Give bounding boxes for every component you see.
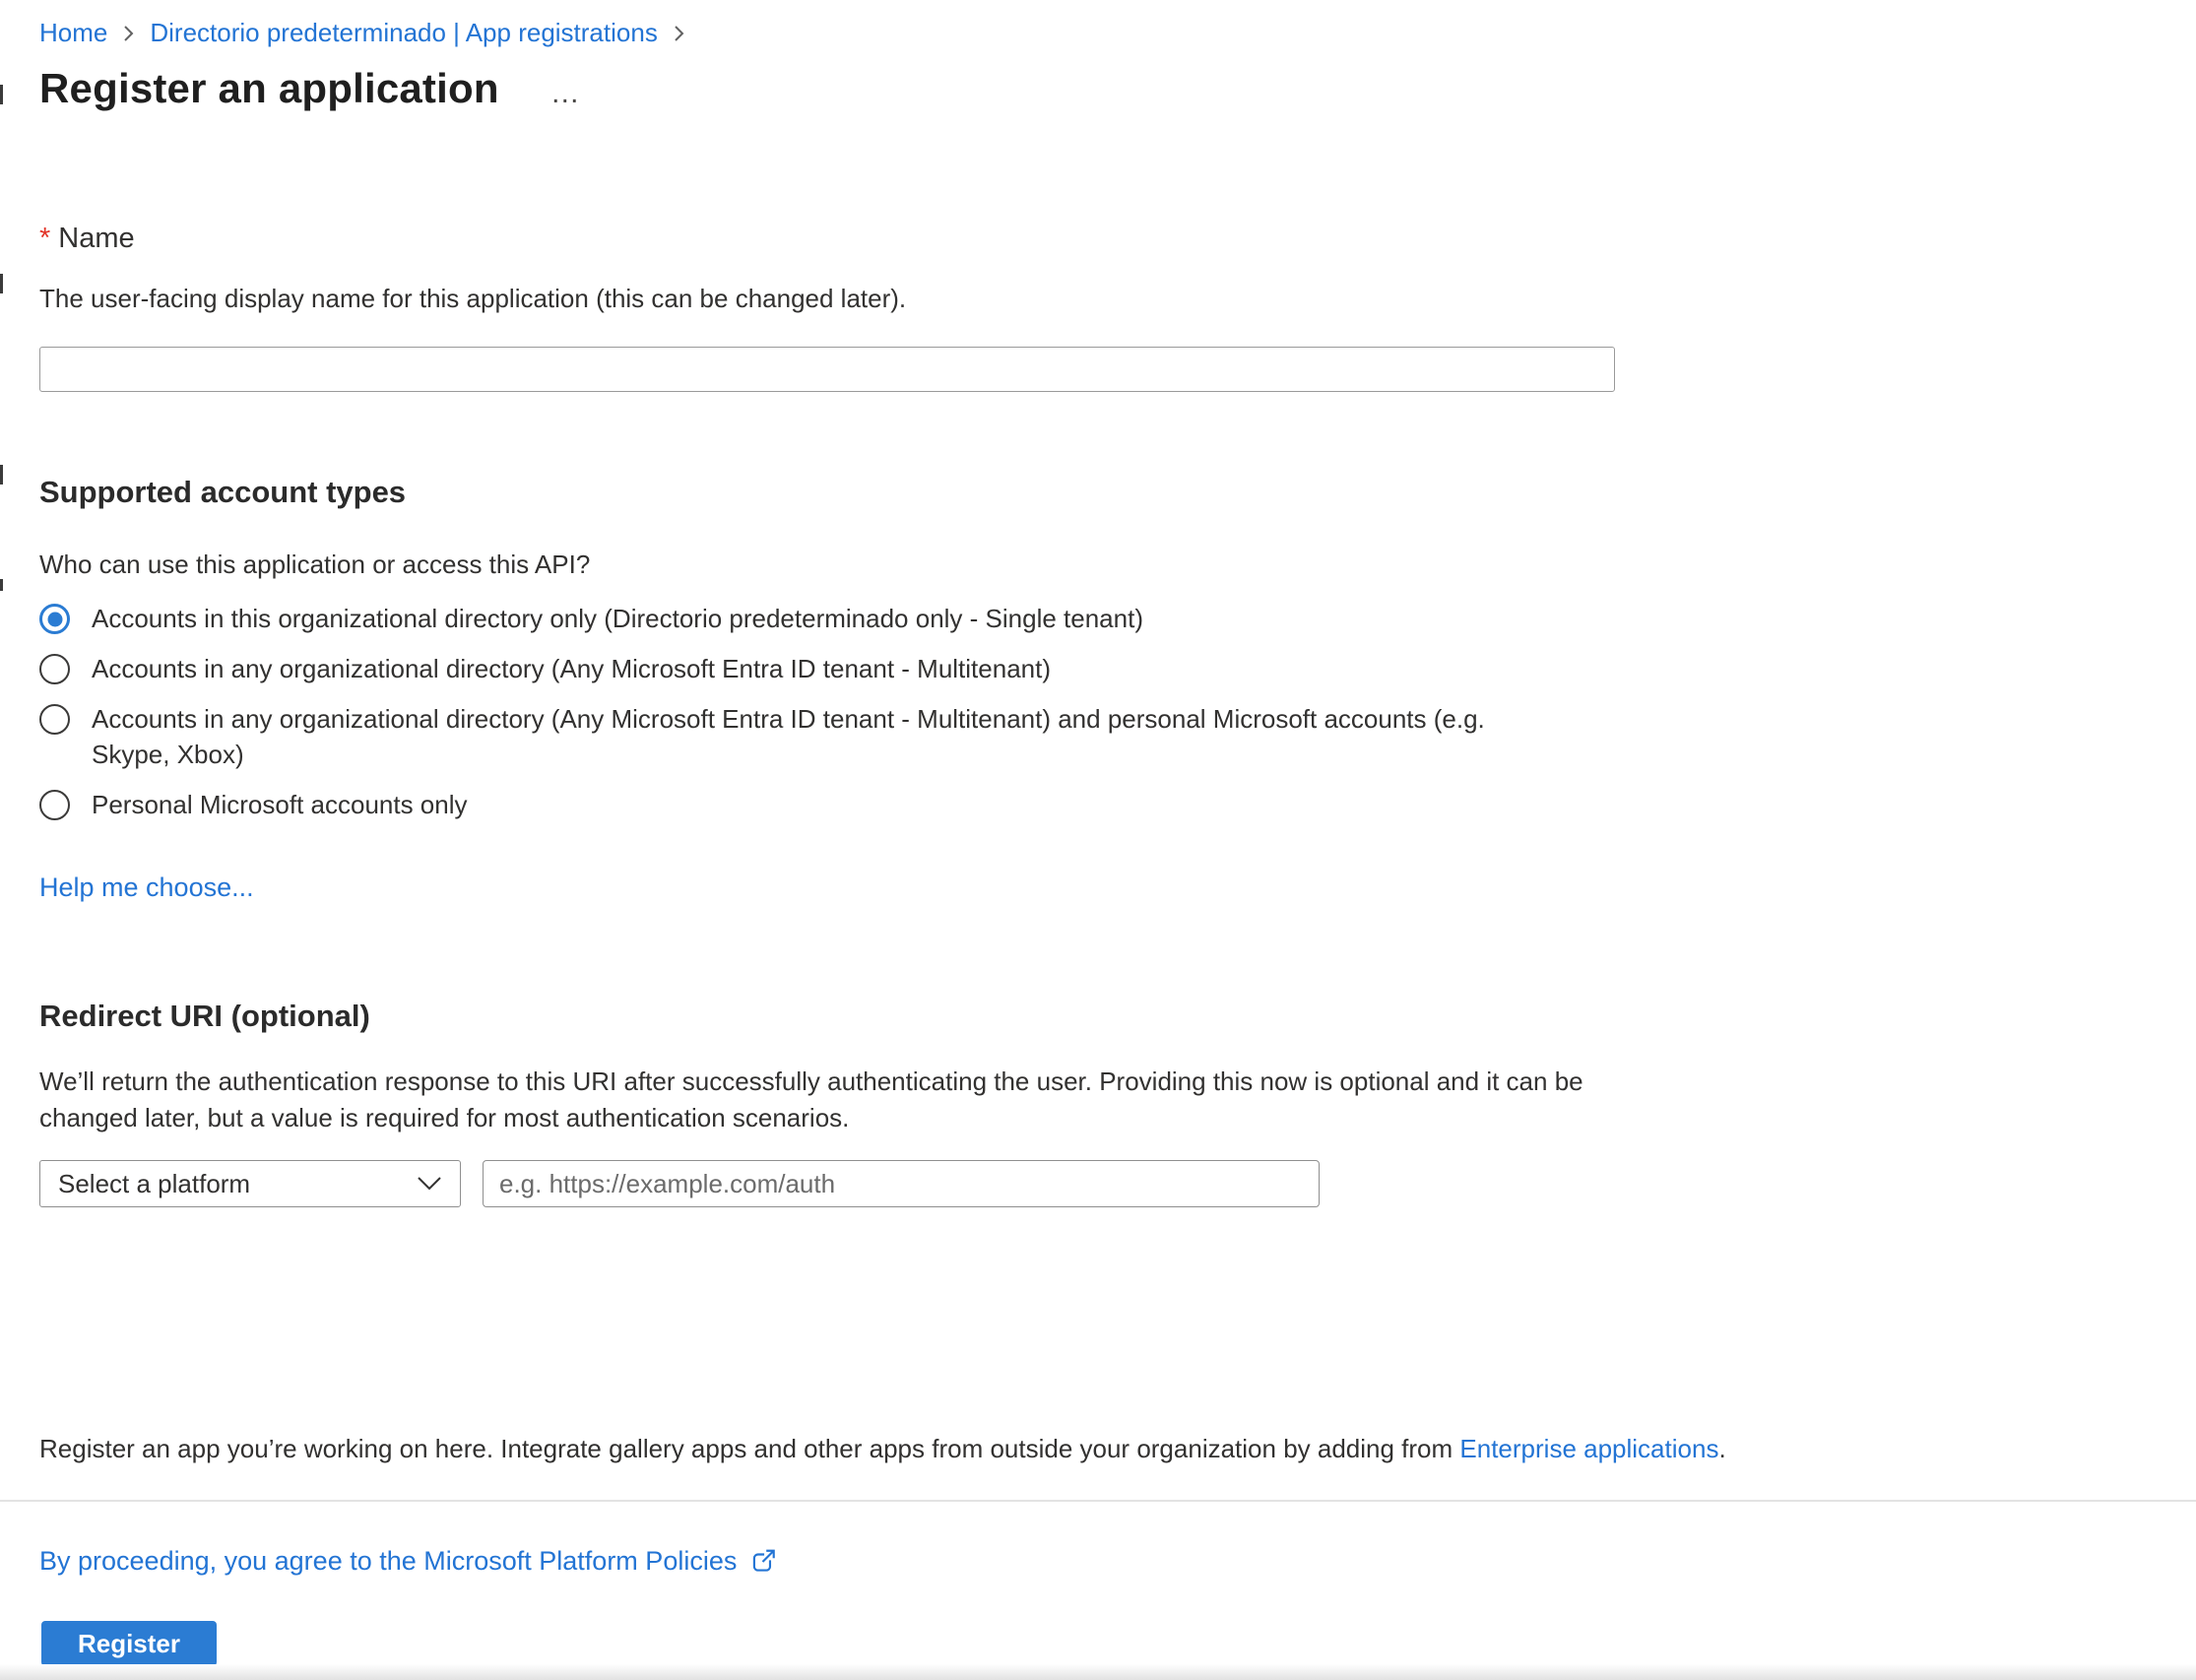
note-period: . xyxy=(1718,1434,1726,1463)
radio-option-multitenant-personal[interactable] xyxy=(39,701,1576,772)
radio-option-label: Accounts in this organizational directory only (Directorio predeterminado only - Single tenant) xyxy=(92,604,1143,633)
register-button[interactable]: Register xyxy=(41,1621,217,1666)
platform-policies-link[interactable] xyxy=(39,1546,778,1577)
chevron-down-icon xyxy=(417,1176,442,1192)
radio-option-label: Accounts in any organizational directory (Any Microsoft Entra ID tenant - Multitenant) xyxy=(92,654,1051,683)
radio-option-single-tenant[interactable] xyxy=(39,601,1576,636)
radio-unselected-icon[interactable] xyxy=(39,654,70,684)
platform-select[interactable] xyxy=(39,1160,461,1207)
account-type-radio-group xyxy=(39,601,1576,837)
name-field-description: The user-facing display name for this application (this can be changed later). xyxy=(39,284,907,313)
bottom-shadow xyxy=(0,1664,2196,1680)
page-title: Register an application xyxy=(39,65,499,111)
chevron-right-icon xyxy=(672,23,686,44)
note-text: Register an app you’re working on here. Integrate gallery apps and other apps from outside your organization by adding from xyxy=(39,1434,1460,1463)
left-edge-artifact xyxy=(0,579,3,591)
name-label-text: Name xyxy=(58,223,135,254)
name-input[interactable] xyxy=(39,347,1615,392)
radio-option-multitenant[interactable] xyxy=(39,651,1576,686)
chevron-right-icon xyxy=(121,23,136,44)
page-header xyxy=(39,65,583,112)
radio-option-label: Personal Microsoft accounts only xyxy=(92,790,468,819)
footer-divider xyxy=(0,1500,2196,1502)
help-me-choose-link[interactable]: Help me choose... xyxy=(39,872,254,902)
platform-select-value: Select a platform xyxy=(58,1168,251,1198)
left-edge-artifact xyxy=(0,85,3,104)
external-link-icon xyxy=(748,1547,778,1577)
breadcrumb xyxy=(39,18,686,48)
redirect-uri-input[interactable] xyxy=(483,1160,1320,1207)
radio-unselected-icon[interactable] xyxy=(39,790,70,820)
register-app-note xyxy=(39,1434,1726,1464)
name-field-label xyxy=(39,223,135,255)
left-edge-artifact xyxy=(0,465,3,485)
more-options-icon[interactable]: … xyxy=(549,77,583,109)
left-edge-artifact xyxy=(0,274,3,293)
breadcrumb-app-registrations[interactable]: Directorio predeterminado | App registrations xyxy=(150,18,658,47)
radio-option-personal-only[interactable] xyxy=(39,787,1576,822)
radio-selected-icon[interactable] xyxy=(39,604,70,634)
redirect-uri-description: We’ll return the authentication response to this URI after successfully authenticating the user. Providing this now is optional and it can be changed later, but a value is required for most authentication scenarios. xyxy=(39,1066,1583,1132)
radio-unselected-icon[interactable] xyxy=(39,704,70,735)
redirect-uri-heading: Redirect URI (optional) xyxy=(39,999,370,1033)
supported-account-types-heading: Supported account types xyxy=(39,475,407,509)
policy-link-text: By proceeding, you agree to the Microsoft Platform Policies xyxy=(39,1546,738,1576)
account-types-question: Who can use this application or access this API? xyxy=(39,549,591,579)
enterprise-applications-link[interactable]: Enterprise applications xyxy=(1459,1434,1719,1463)
breadcrumb-home[interactable]: Home xyxy=(39,18,108,47)
radio-option-label: Accounts in any organizational directory (Any Microsoft Entra ID tenant - Multitenant) and personal Microsoft accounts (e.g. Skype, Xbox) xyxy=(92,704,1485,769)
required-asterisk: * xyxy=(39,223,51,254)
